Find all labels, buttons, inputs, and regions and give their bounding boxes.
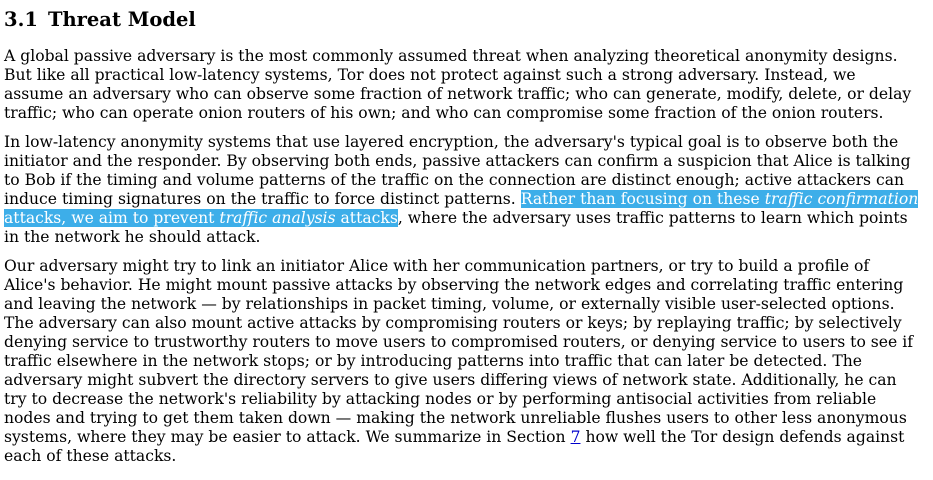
text-line: Our adversary might try to link an initiator Alice with her communication partners, or try to build a profile of — [4, 257, 870, 275]
section-7-link[interactable]: 7 — [570, 428, 581, 446]
text-line: A global passive adversary is the most commonly assumed threat when analyzing theoretical anonymity designs. — [4, 47, 898, 65]
text-line: adversary might subvert the directory servers to give users differing views of network state. Additionally, he can — [4, 371, 897, 389]
section-heading — [4, 8, 933, 32]
text-line: try to decrease the network's reliability by attacking nodes or by performing antisocial activities from reliable — [4, 390, 877, 408]
text-line: denying service to trustworthy routers to move users to compromised routers, or denying service to users to see if — [4, 333, 913, 351]
paragraph-adversary-goal — [4, 133, 930, 247]
text-line: each of these attacks. — [4, 447, 177, 465]
text-line: and leaving the network — by relationships in packet timing, volume, or externally visible user-selected options. — [4, 295, 895, 313]
text-line: But like all practical low-latency systems, Tor does not protect against such a strong adversary. Instead, we — [4, 66, 856, 84]
emphasis-traffic-confirmation: traffic confirmation — [764, 190, 919, 208]
text-line: in the network he should attack. — [4, 228, 261, 246]
text-line: , where the adversary uses traffic patterns to learn which points — [397, 209, 908, 227]
text-line: systems, where they may be easier to attack. We summarize in Section — [4, 428, 571, 446]
text-line: how well the Tor design defends against — [580, 428, 905, 446]
section-number: 3.1 — [4, 8, 38, 31]
selected-text[interactable] — [521, 190, 919, 208]
section-title: Threat Model — [47, 8, 196, 31]
emphasis-traffic-analysis: traffic analysis — [219, 209, 336, 227]
paragraph-threat-overview — [4, 47, 930, 123]
text-line: traffic; who can operate onion routers of his own; and who can compromise some fraction of the onion routers. — [4, 104, 884, 122]
selected-text-part: attacks — [335, 209, 398, 227]
text-line: induce timing signatures on the traffic to force distinct patterns. — [4, 190, 521, 208]
text-line: initiator and the responder. By observing both ends, passive attackers can confirm a suspicion that Alice is talking — [4, 152, 911, 170]
text-line: In low-latency anonymity systems that use layered encryption, the adversary's typical goal is to observe both the — [4, 133, 899, 151]
selected-text-part: Rather than focusing on these — [520, 190, 765, 208]
text-line: nodes and trying to get them taken down — making the network unreliable flushes users to other less anonymous — [4, 409, 907, 427]
selected-text-part: attacks, we aim to prevent — [4, 209, 220, 227]
text-line: The adversary can also mount active attacks by compromising routers or keys; by replaying traffic; by selectively — [4, 314, 902, 332]
text-line: Alice's behavior. He might mount passive attacks by observing the network edges and correlating traffic entering — [4, 276, 904, 294]
text-line: assume an adversary who can observe some fraction of network traffic; who can generate, modify, delete, or delay — [4, 85, 912, 103]
paragraph-adversary-capabilities — [4, 257, 930, 466]
selected-text[interactable] — [4, 209, 398, 227]
text-line: traffic elsewhere in the network stops; or by introducing patterns into traffic that can later be detected. The — [4, 352, 862, 370]
text-line: to Bob if the timing and volume patterns of the traffic on the connection are distinct enough; active attackers can — [4, 171, 905, 189]
